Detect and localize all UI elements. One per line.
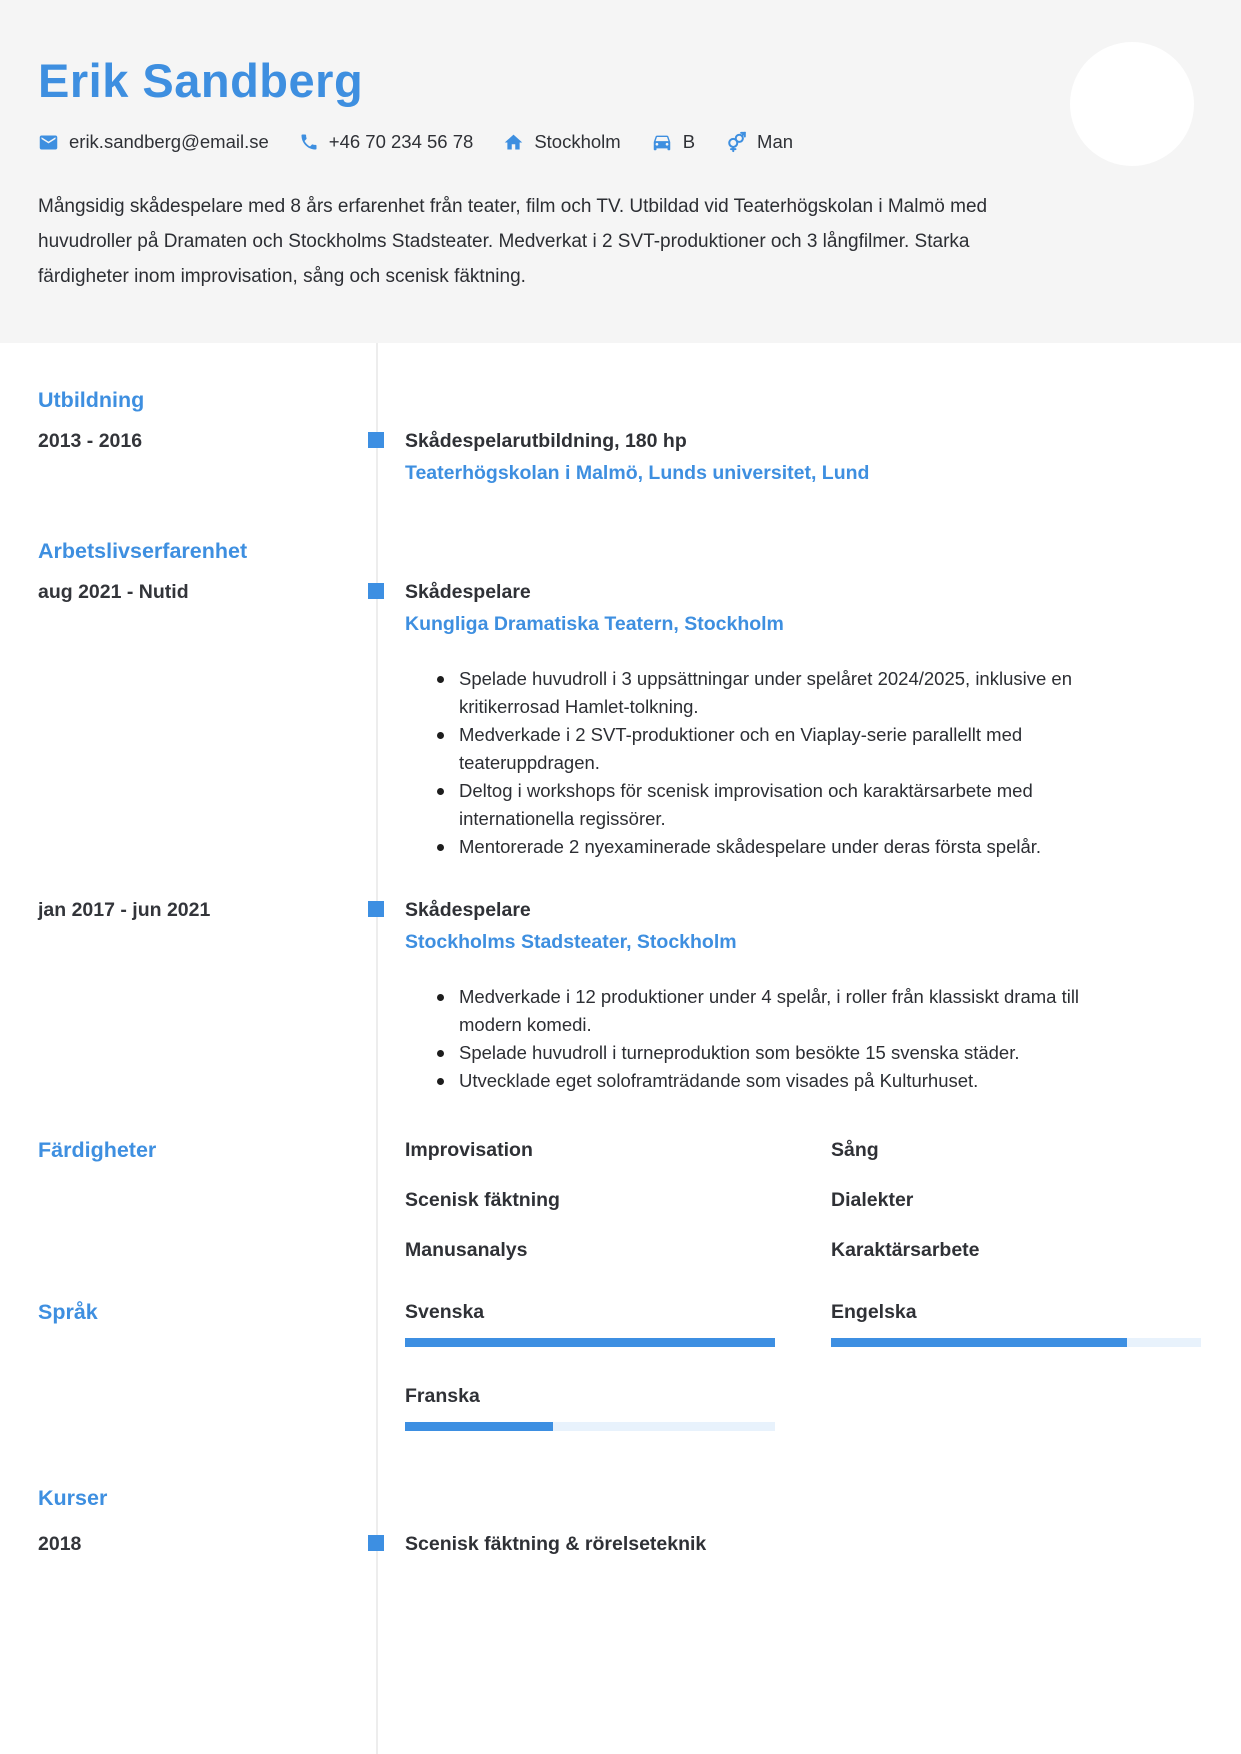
contact-email-text: erik.sandberg@email.se bbox=[69, 131, 269, 153]
language-level-fill bbox=[405, 1338, 775, 1347]
contact-location-text: Stockholm bbox=[534, 131, 621, 153]
courses-title: Kurser bbox=[38, 1486, 108, 1510]
education-title: Utbildning bbox=[38, 388, 145, 412]
skills-grid bbox=[405, 1139, 1109, 1261]
contact-gender-text: Man bbox=[757, 131, 794, 153]
contact-phone-text: +46 70 234 56 78 bbox=[328, 131, 474, 153]
avatar bbox=[1070, 42, 1194, 166]
experience-title: Arbetslivserfarenhet bbox=[38, 539, 248, 563]
languages-title: Språk bbox=[38, 1300, 98, 1324]
phone-icon bbox=[299, 132, 319, 152]
profile-summary: Mångsidig skådespelare med 8 års erfarenhet från teater, film och TV. Utbildad vid Teaterhögskolan i Malmö med huvudroller på Dramaten och Stockholms Stadsteater. Medverkat i 2 SVT-produktioner och 3 långfilmer. Starka färdigheter inom improvisation, sång och scenisk fäktning. bbox=[38, 196, 988, 288]
languages-grid bbox=[405, 1301, 1201, 1431]
car-icon bbox=[651, 131, 673, 153]
person-name: Erik Sandberg bbox=[38, 54, 364, 107]
contact-location bbox=[503, 131, 620, 153]
education-school: Teaterhögskolan i Malmö, Lunds universitet, Lund bbox=[405, 462, 870, 484]
experience-1-period: aug 2021 - Nutid bbox=[38, 581, 189, 603]
timeline-marker bbox=[368, 1535, 384, 1551]
skills-row bbox=[0, 1139, 1241, 1261]
language-name: Franska bbox=[405, 1385, 480, 1407]
skill-item: Improvisation bbox=[405, 1139, 533, 1161]
courses-heading-row bbox=[0, 1487, 1241, 1531]
timeline-marker bbox=[368, 901, 384, 917]
gender-icon bbox=[725, 131, 747, 153]
timeline-marker bbox=[368, 583, 384, 599]
experience-2-period: jan 2017 - jun 2021 bbox=[38, 899, 211, 921]
experience-1-role: Skådespelare bbox=[405, 581, 531, 603]
skills-title: Färdigheter bbox=[38, 1138, 157, 1162]
language-level-fill bbox=[831, 1338, 1127, 1347]
skill-item: Manusanalys bbox=[405, 1239, 528, 1261]
experience-entry-2 bbox=[0, 897, 1241, 1095]
bullet-item: Spelade huvudroll i 3 uppsättningar under spelåret 2024/2025, inklusive en kritikerrosad Hamlet-tolkning. bbox=[459, 665, 1109, 721]
course-entry bbox=[0, 1531, 1241, 1557]
bullet-item: Deltog i workshops för scenisk improvisation och karaktärsarbete med internationella regissörer. bbox=[459, 777, 1109, 833]
skill-item: Dialekter bbox=[831, 1189, 914, 1211]
language-item bbox=[405, 1301, 831, 1347]
language-item bbox=[831, 1301, 1201, 1347]
cv-header bbox=[0, 0, 1241, 343]
language-name: Svenska bbox=[405, 1301, 485, 1323]
envelope-icon bbox=[38, 132, 59, 153]
bullet-item: Medverkade i 2 SVT-produktioner och en Viaplay-serie parallellt med teateruppdragen. bbox=[459, 721, 1109, 777]
language-name: Engelska bbox=[831, 1301, 917, 1323]
language-level-track bbox=[831, 1338, 1201, 1347]
contact-license-text: B bbox=[682, 131, 696, 153]
timeline-marker bbox=[368, 432, 384, 448]
course-name: Scenisk fäktning & rörelseteknik bbox=[405, 1533, 707, 1555]
experience-2-bullets bbox=[405, 983, 1109, 1095]
language-level-track bbox=[405, 1338, 775, 1347]
experience-heading-row bbox=[0, 540, 1241, 579]
section-experience bbox=[0, 540, 1241, 1095]
section-courses bbox=[0, 1487, 1241, 1557]
education-entry bbox=[0, 428, 1241, 486]
education-degree: Skådespelarutbildning, 180 hp bbox=[405, 430, 687, 452]
bullet-item: Mentorerade 2 nyexaminerade skådespelare under deras första spelår. bbox=[459, 833, 1109, 861]
contact-drivers-license bbox=[651, 131, 695, 153]
experience-entry-1 bbox=[0, 579, 1241, 861]
contact-phone bbox=[299, 131, 474, 153]
skill-item: Sång bbox=[831, 1139, 879, 1161]
skill-item: Karaktärsarbete bbox=[831, 1239, 980, 1261]
experience-1-employer: Kungliga Dramatiska Teatern, Stockholm bbox=[405, 613, 784, 635]
experience-2-employer: Stockholms Stadsteater, Stockholm bbox=[405, 931, 737, 953]
contact-gender bbox=[725, 131, 793, 153]
section-languages bbox=[0, 1301, 1241, 1431]
language-level-track bbox=[405, 1422, 775, 1431]
experience-2-role: Skådespelare bbox=[405, 899, 531, 921]
experience-1-bullets bbox=[405, 665, 1109, 861]
section-education bbox=[0, 389, 1241, 486]
contact-row bbox=[38, 131, 1203, 153]
bullet-item: Utvecklade eget soloframträdande som visades på Kulturhuset. bbox=[459, 1067, 1109, 1095]
education-period: 2013 - 2016 bbox=[38, 430, 143, 452]
contact-email bbox=[38, 131, 269, 153]
bullet-item: Medverkade i 12 produktioner under 4 spelår, i roller från klassiskt drama till modern komedi. bbox=[459, 983, 1109, 1039]
skill-item: Scenisk fäktning bbox=[405, 1189, 560, 1211]
section-skills bbox=[0, 1139, 1241, 1261]
language-item bbox=[405, 1385, 831, 1431]
course-period: 2018 bbox=[38, 1533, 82, 1555]
education-heading-row bbox=[0, 389, 1241, 428]
home-icon bbox=[503, 132, 524, 153]
cv-body bbox=[0, 343, 1241, 1754]
languages-row bbox=[0, 1301, 1241, 1431]
language-level-fill bbox=[405, 1422, 553, 1431]
bullet-item: Spelade huvudroll i turneproduktion som besökte 15 svenska städer. bbox=[459, 1039, 1109, 1067]
